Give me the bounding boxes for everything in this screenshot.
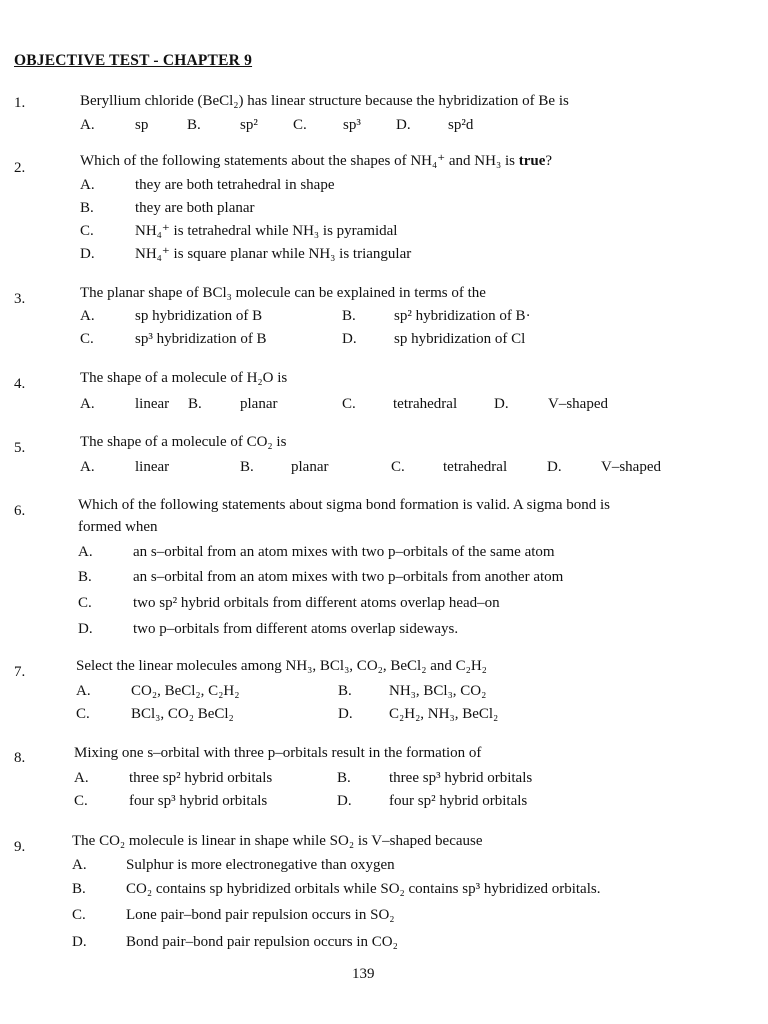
option-text: tetrahedral: [443, 459, 508, 475]
question-number: 2.: [14, 160, 26, 176]
question-text: The planar shape of BCl₃ molecule can be explained in terms of the: [80, 285, 486, 301]
option-text: V–shaped: [601, 459, 661, 475]
option-letter: A.: [78, 544, 93, 560]
option-text: CO₂, BeCl₂, C₂H₂: [131, 683, 240, 699]
option-text: NH₄⁺ is square planar while NH₃ is triangular: [135, 246, 412, 262]
option-text: four sp³ hybrid orbitals: [129, 793, 268, 809]
option-letter: A.: [76, 683, 91, 699]
option-letter: C.: [74, 793, 88, 809]
option-letter: B.: [72, 881, 86, 897]
option-text: sp: [135, 117, 149, 133]
option-letter: B.: [342, 308, 356, 324]
option-letter: B.: [337, 770, 351, 786]
option-text: linear: [135, 459, 170, 475]
option-letter: D.: [338, 706, 353, 722]
option-text: they are both tetrahedral in shape: [135, 177, 335, 193]
question-text: Mixing one s–orbital with three p–orbitals result in the formation of: [74, 745, 482, 761]
option-letter: B.: [338, 683, 352, 699]
question-number: 5.: [14, 440, 26, 456]
question-number: 3.: [14, 291, 26, 307]
option-letter: C.: [391, 459, 405, 475]
option-text: Sulphur is more electronegative than oxygen: [126, 857, 395, 873]
question-number: 9.: [14, 839, 26, 855]
option-letter: B.: [78, 569, 92, 585]
option-text: four sp² hybrid orbitals: [389, 793, 528, 809]
option-letter: D.: [494, 396, 509, 412]
option-letter: D.: [547, 459, 562, 475]
question-text-continued: formed when: [78, 519, 158, 535]
option-text: planar: [240, 396, 278, 412]
option-letter: A.: [80, 459, 95, 475]
option-text: Lone pair–bond pair repulsion occurs in SO₂: [126, 907, 395, 923]
option-letter: D.: [78, 621, 93, 637]
option-letter: B.: [188, 396, 202, 412]
option-letter: A.: [80, 308, 95, 324]
question-number: 8.: [14, 750, 26, 766]
question-text: The shape of a molecule of CO₂ is: [80, 434, 287, 450]
option-letter: D.: [72, 934, 87, 950]
option-letter: C.: [293, 117, 307, 133]
option-letter: A.: [72, 857, 87, 873]
question-text: Which of the following statements about sigma bond formation is valid. A sigma bond is: [78, 497, 611, 513]
question-text: Select the linear molecules among NH₃, BCl₃, CO₂, BeCl₂ and C₂H₂: [76, 658, 487, 674]
option-text: NH₃, BCl₃, CO₂: [389, 683, 487, 699]
option-text: two sp² hybrid orbitals from different atoms overlap head–on: [133, 595, 500, 611]
option-letter: C.: [76, 706, 90, 722]
option-text: an s–orbital from an atom mixes with two p–orbitals from another atom: [133, 569, 564, 585]
option-letter: A.: [80, 177, 95, 193]
option-letter: C.: [80, 223, 94, 239]
option-letter: A.: [80, 396, 95, 412]
option-text: BCl₃, CO₂ BeCl₂: [131, 706, 234, 722]
question-text: Which of the following statements about the shapes of NH₄⁺ and NH₃ is true?: [80, 153, 553, 169]
option-text: sp³: [343, 117, 361, 133]
option-letter: C.: [342, 396, 356, 412]
option-letter: B.: [240, 459, 254, 475]
option-text: tetrahedral: [393, 396, 458, 412]
option-letter: B.: [80, 200, 94, 216]
option-text: they are both planar: [135, 200, 255, 216]
option-letter: C.: [72, 907, 86, 923]
option-text: CO₂ contains sp hybridized orbitals while SO₂ contains sp³ hybridized orbitals.: [126, 881, 601, 897]
option-letter: A.: [80, 117, 95, 133]
question-number: 6.: [14, 503, 26, 519]
option-text: C₂H₂, NH₃, BeCl₂: [389, 706, 499, 722]
page-title: OBJECTIVE TEST - CHAPTER 9: [14, 52, 253, 69]
option-text: sp² hybridization of B·: [394, 308, 531, 324]
option-letter: B.: [187, 117, 201, 133]
option-letter: C.: [80, 331, 94, 347]
option-letter: C.: [78, 595, 92, 611]
option-letter: D.: [342, 331, 357, 347]
option-text: linear: [135, 396, 170, 412]
option-text: sp hybridization of B: [135, 308, 263, 324]
option-letter: D.: [337, 793, 352, 809]
option-text: V–shaped: [548, 396, 608, 412]
question-text: The shape of a molecule of H₂O is: [80, 370, 288, 386]
question-number: 1.: [14, 95, 26, 111]
option-letter: A.: [74, 770, 89, 786]
option-text: three sp² hybrid orbitals: [129, 770, 273, 786]
question-text: The CO₂ molecule is linear in shape while SO₂ is V–shaped because: [72, 833, 483, 849]
option-text: sp³ hybridization of B: [135, 331, 267, 347]
option-text: two p–orbitals from different atoms overlap sideways.: [133, 621, 459, 637]
question-number: 4.: [14, 376, 26, 392]
option-text: sp²: [240, 117, 258, 133]
question-text: Beryllium chloride (BeCl₂) has linear structure because the hybridization of Be is: [80, 93, 569, 109]
option-text: NH₄⁺ is tetrahedral while NH₃ is pyramidal: [135, 223, 398, 239]
page-number: 139: [352, 966, 375, 982]
option-text: sp²d: [448, 117, 474, 133]
option-text: sp hybridization of Cl: [394, 331, 526, 347]
option-text: Bond pair–bond pair repulsion occurs in CO₂: [126, 934, 398, 950]
option-text: three sp³ hybrid orbitals: [389, 770, 533, 786]
option-letter: D.: [396, 117, 411, 133]
option-letter: D.: [80, 246, 95, 262]
option-text: an s–orbital from an atom mixes with two p–orbitals of the same atom: [133, 544, 555, 560]
question-number: 7.: [14, 664, 26, 680]
option-text: planar: [291, 459, 329, 475]
